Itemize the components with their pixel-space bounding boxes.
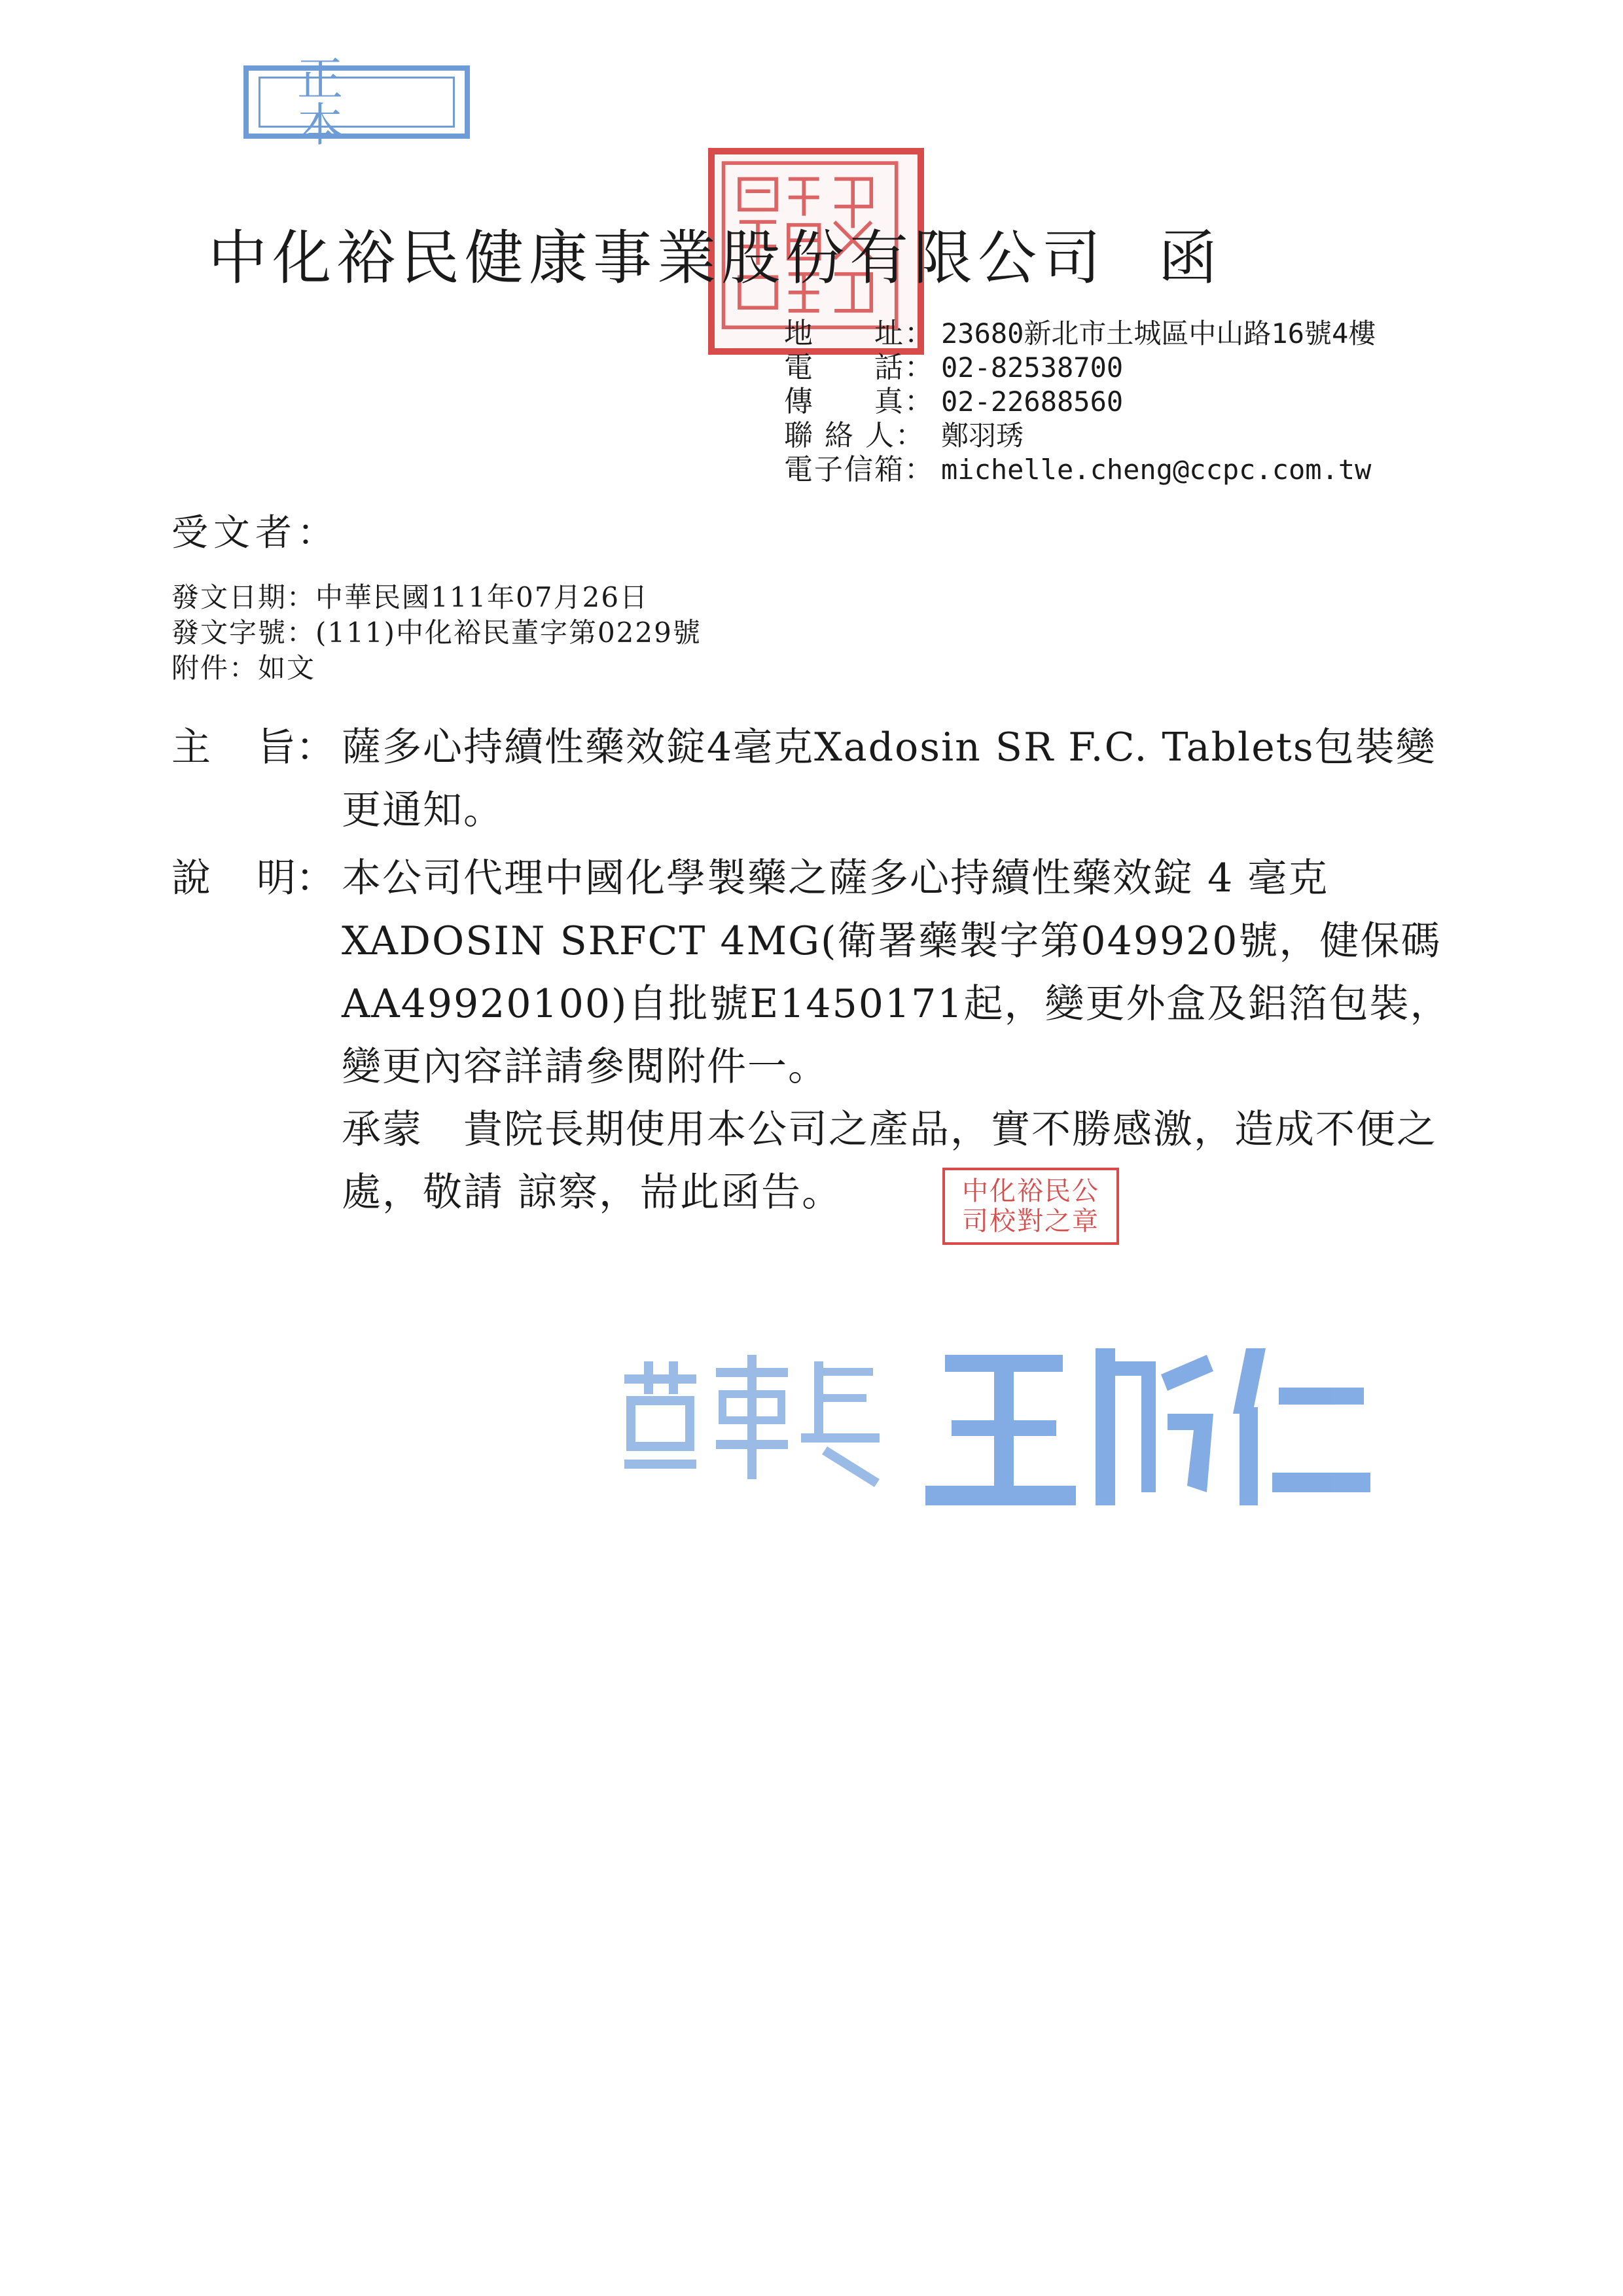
meta-doc-number <box>171 615 702 651</box>
company-title <box>208 224 1222 293</box>
recipient-label: 受文者： <box>171 512 339 554</box>
company-name: 中化裕民健康事業股份有限公司 <box>208 224 1106 293</box>
contact-address <box>784 317 1376 351</box>
contact-email <box>784 453 1376 487</box>
subject-text: 薩多心持續性藥效錠4毫克Xadosin SR F.C. Tablets包裝變更通知。 <box>342 725 1436 833</box>
contact-value: michelle.cheng@ccpc.com.tw <box>941 454 1372 486</box>
contact-fax <box>784 385 1376 419</box>
contact-label: 電子信箱： <box>784 453 935 486</box>
meta-label: 附件： <box>171 652 259 684</box>
subject-label-1: 主 <box>171 725 211 770</box>
description-paragraph-1: 本公司代理中國化學製藥之薩多心持續性藥效錠 4 毫克 XADOSIN SRFCT 4MG(衛署藥製字第049920號，健保碼AA49920100)自批號E1450171起，變更外盒及鋁箔包裝，變更內容詳請參閱附件一。 <box>342 855 1451 1090</box>
contact-label: 傳 真： <box>784 385 935 418</box>
contact-block <box>784 317 1376 487</box>
chairman-signature <box>618 1335 1377 1518</box>
meta-label: 發文日期： <box>171 581 316 613</box>
description-paragraph-2: 承蒙 貴院長期使用本公司之產品，實不勝感激，造成不便之處，敬請 諒察，耑此函告。 <box>342 1107 1437 1215</box>
subject-section <box>171 716 1454 842</box>
meta-value: 中華民國111年07月26日 <box>315 581 649 613</box>
description-section <box>171 847 1454 1224</box>
meta-value: 如文 <box>258 652 316 684</box>
subject-label <box>171 716 342 842</box>
subject-label-2: 旨： <box>257 725 335 770</box>
contact-value: 02-82538700 <box>941 351 1124 384</box>
contact-person <box>784 419 1376 453</box>
meta-value: (111)中化裕民董字第0229號 <box>315 617 702 649</box>
original-copy-stamp <box>243 52 470 152</box>
contact-label: 電 話： <box>784 351 935 384</box>
copy-stamp-text: 正本 <box>259 77 455 128</box>
contact-value: 02-22688560 <box>941 386 1124 418</box>
contact-value: 23680新北市土城區中山路16號4樓 <box>941 317 1376 350</box>
contact-phone <box>784 351 1376 385</box>
meta-label: 發文字號： <box>171 617 316 649</box>
description-label-2: 明： <box>257 855 335 901</box>
contact-label: 聯 絡 人： <box>784 419 925 452</box>
proofreading-seal-line-2: 司校對之章 <box>962 1206 1099 1236</box>
meta-date <box>171 580 702 615</box>
chairman-signature-graphic <box>618 1335 1377 1518</box>
meta-attachment <box>171 651 702 686</box>
contact-label: 地 址： <box>784 317 935 350</box>
proofreading-seal <box>942 1168 1119 1245</box>
doc-type: 函 <box>1158 224 1222 293</box>
contact-value: 鄭羽琇 <box>941 420 1024 452</box>
document-meta <box>171 580 702 686</box>
description-label-1: 說 <box>171 855 211 901</box>
description-label <box>171 847 342 1224</box>
proofreading-seal-line-1: 中化裕民公 <box>962 1176 1099 1206</box>
